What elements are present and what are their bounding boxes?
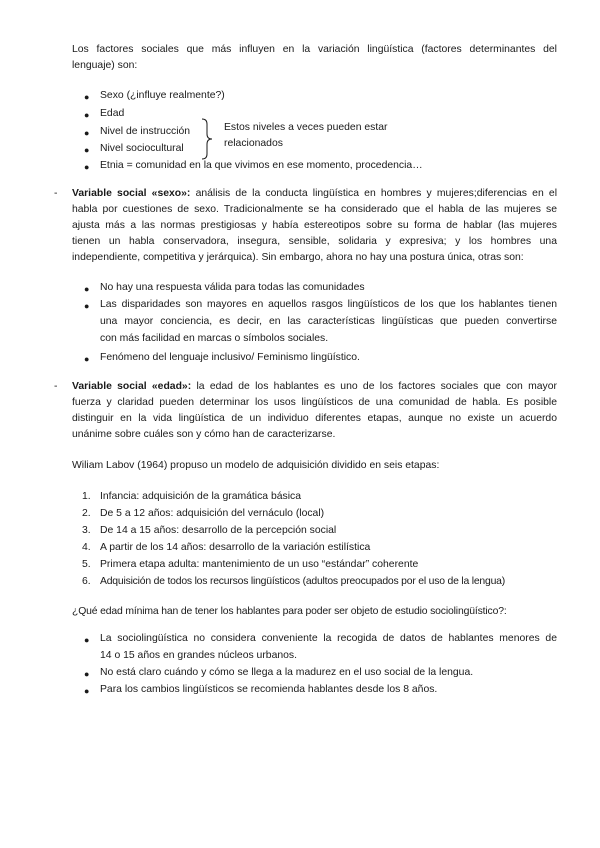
sexo-line-3: ajusta más a las normas prestigiosas y había estereotipos sobre su forma de hablar (las mujeres (72, 220, 557, 231)
sexo-line-1-text: análisis de la conducta lingüística en hombres y mujeres;diferencias en el (190, 188, 557, 199)
bullet-icon: ● (84, 284, 90, 294)
sexo-bullet-2-line-1: Las disparidades son mayores en aquellos rasgos lingüísticos de los que los hablantes tienen (100, 299, 557, 310)
labov-intro: Wiliam Labov (1964) propuso un modelo de adquisición dividido en seis etapas: (72, 460, 440, 471)
dash-marker: - (54, 381, 58, 392)
stage-6: Adquisición de todos los recursos lingüísticos (adultos preocupados por el uso de la lengua) (100, 576, 505, 587)
sexo-bullet-1: No hay una respuesta válida para todas las comunidades (100, 282, 365, 293)
bullet-icon: ● (84, 110, 90, 120)
edad-line-1-text: la edad de los hablantes es uno de los factores sociales que con mayor (191, 381, 557, 392)
stage-3: De 14 a 15 años: desarrollo de la percepción social (100, 525, 337, 536)
bullet-icon: ● (84, 354, 90, 364)
stage-number: 1. (82, 491, 91, 502)
question-bullet-1-line-2: 14 o 15 años en grandes núcleos urbanos. (100, 650, 297, 661)
intro-line-1: Los factores sociales que más influyen en la variación lingüística (factores determinantes del (72, 44, 557, 55)
sexo-bullet-2-line-3: con más facilidad en marcas o símbolos sociales. (100, 333, 329, 344)
bullet-icon: ● (84, 301, 90, 311)
question-bullet-3: Para los cambios lingüísticos se recomienda hablantes desde los 8 años. (100, 684, 438, 695)
factor-sociocultural: Nivel sociocultural (100, 143, 184, 154)
intro-line-2: lenguaje) son: (72, 60, 138, 71)
curly-brace-icon (200, 118, 216, 160)
edad-line-1 (72, 381, 557, 392)
edad-line-4: unánime sobre cuáles son y cómo han de caracterizarse. (72, 429, 336, 440)
brace-note-line-1: Estos niveles a veces pueden estar (224, 122, 388, 133)
factor-instruccion: Nivel de instrucción (100, 126, 191, 137)
question-text: ¿Qué edad mínima han de tener los hablantes para poder ser objeto de estudio sociolingüístico?: (72, 606, 507, 617)
sexo-bullet-2-line-2: una mayor conciencia, es decir, en las características lingüísticas que pueden convertirse (100, 316, 557, 327)
bullet-icon: ● (84, 128, 90, 138)
sexo-line-2: habla por cuestiones de sexo. Tradicionalmente se ha considerado que el habla de las mujeres se (72, 204, 557, 215)
factor-edad: Edad (100, 108, 125, 119)
sexo-label: Variable social «sexo»: (72, 188, 191, 199)
sexo-line-5: independiente, competitiva y jerárquica). Sin embargo, ahora no hay una postura única, otras son: (72, 252, 524, 263)
bullet-icon: ● (84, 162, 90, 172)
bullet-icon: ● (84, 669, 90, 679)
dash-marker: - (54, 188, 58, 199)
sexo-line-4: tienen un habla conservadora, insegura, sensible, solidaria y expresiva; y los hombres una (72, 236, 557, 247)
bullet-icon: ● (84, 635, 90, 645)
question-bullet-2: No está claro cuándo y cómo se llega a la madurez en el uso social de la lengua. (100, 667, 474, 678)
bullet-icon: ● (84, 145, 90, 155)
edad-line-3: distinguir en la vida lingüística de un individuo diferentes etapas, aunque no existe un acuerdo (72, 413, 557, 424)
stage-4: A partir de los 14 años: desarrollo de la variación estilística (100, 542, 371, 553)
brace-note-line-2: relacionados (224, 138, 283, 149)
factor-sexo: Sexo (¿influye realmente?) (100, 90, 225, 101)
stage-number: 3. (82, 525, 91, 536)
factor-etnia: Etnia = comunidad en la que vivimos en ese momento, procedencia… (100, 160, 423, 171)
stage-1: Infancia: adquisición de la gramática básica (100, 491, 302, 502)
sexo-line-1 (72, 188, 557, 199)
sexo-bullet-3: Fenómeno del lenguaje inclusivo/ Feminismo lingüístico. (100, 352, 360, 363)
stage-number: 6. (82, 576, 91, 587)
stage-5: Primera etapa adulta: mantenimiento de un uso “estándar” coherente (100, 559, 419, 570)
stage-number: 2. (82, 508, 91, 519)
edad-line-2: fuerza y claridad pueden determinar los usos lingüísticos de una comunidad de habla. Es posible (72, 397, 557, 408)
question-bullet-1-line-1: La sociolingüística no considera conveniente la recogida de datos de hablantes menores de (100, 633, 557, 644)
stage-number: 5. (82, 559, 91, 570)
edad-label: Variable social «edad»: (72, 381, 192, 392)
bullet-icon: ● (84, 92, 90, 102)
stage-2: De 5 a 12 años: adquisición del vernáculo (local) (100, 508, 325, 519)
stage-number: 4. (82, 542, 91, 553)
bullet-icon: ● (84, 686, 90, 696)
